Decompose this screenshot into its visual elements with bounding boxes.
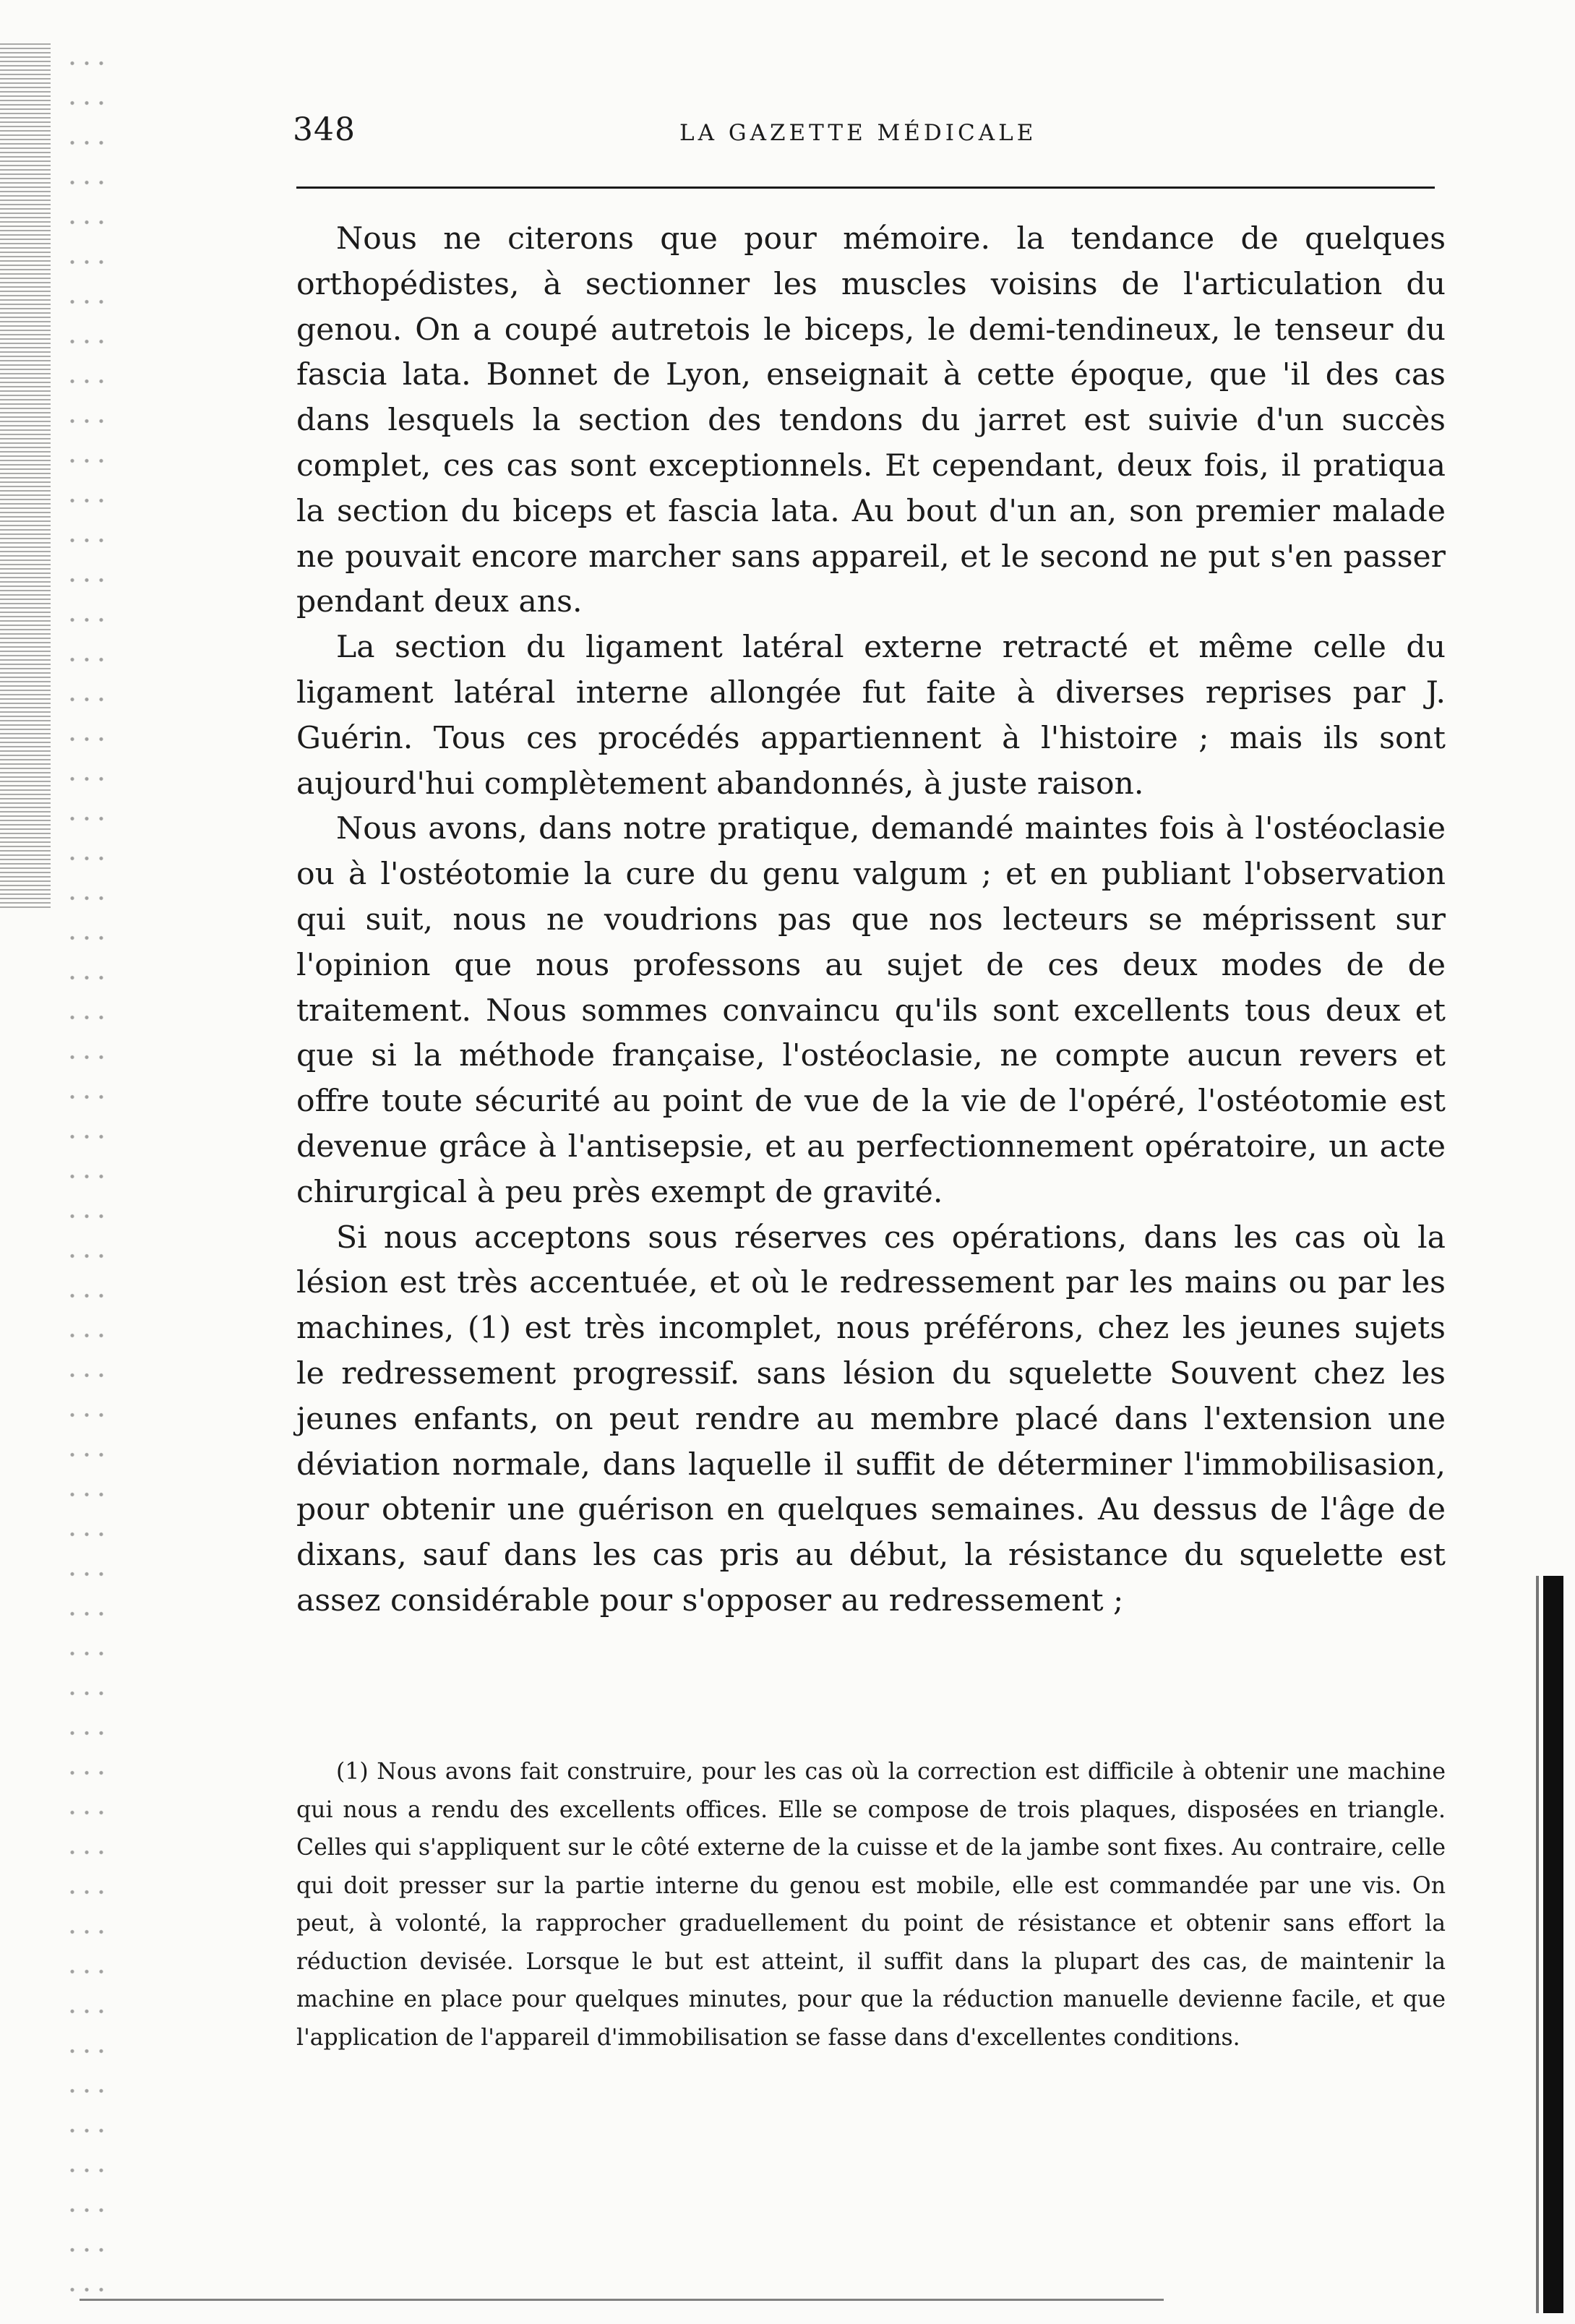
paragraph: Nous avons, dans notre pratique, demandé maintes fois à l'ostéoclasie ou à l'ostéotomie la cure du genu valgum ; et en publiant l'observation qui suit, nous ne voudrions pas que nos lecteurs se méprissent sur l'opinion que nous professons au sujet de ces deux modes de de traitement. Nous sommes convaincu qu'ils sont excellents tous deux et que si la méthode française, l'ostéoclasie, ne compte aucun revers et offre toute sécurité au point de vue de la vie de l'opéré, l'ostéotomie est devenue grâce à l'antisepsie, et au perfectionnement opératoire, un acte chirurgical à peu près exempt de gravité.	[296, 811, 1446, 1210]
running-title: LA GAZETTE MÉDICALE	[679, 120, 1037, 146]
page-header	[286, 108, 1431, 173]
footnote-text: (1) Nous avons fait construire, pour les cas où la correction est difficile à obtenir une machine qui nous a rendu des excellents offices. Elle se compose de trois plaques, disposées en triangle. Celles qui s'appliquent sur le côté externe de la cuisse et de la jambe sont fixes. Au contraire, celle qui doit presser sur la partie interne du genou est mobile, elle est commandée par une vis. On peut, à volonté, la rapprocher graduellement du point de résistance et obtenir sans effort la réduction devisée. Lorsque le but est atteint, il suffit dans la plupart des cas, de maintenir la machine en place pour quelques minutes, pour que la réduction manuelle devienne facile, et que l'application de l'appareil d'immobilisation se fasse dans d'excellentes conditions.	[296, 1759, 1446, 2051]
paragraph: Si nous acceptons sous réserves ces opérations, dans les cas où la lésion est très accentuée, et où le redressement par les mains ou par les machines, (1) est très incomplet, nous préférons, chez les jeunes sujets le redressement progressif. sans lésion du squelette Souvent chez les jeunes enfants, on peut rendre au membre placé dans l'extension une déviation normale, dans laquelle il suffit de déterminer l'immobilisasion, pour obtenir une guérison en quelques semaines. Au dessus de l'âge de dixans, sauf dans les cas pris au début, la résistance du squelette est assez considérable pour s'opposer au redressement ;	[296, 1219, 1446, 1618]
footnote	[296, 1753, 1446, 2057]
binding-artifact	[65, 43, 108, 2306]
page-edge-shadow	[1543, 1576, 1563, 2313]
binding-shadow	[0, 43, 51, 911]
paragraph: La section du ligament latéral externe retracté et même celle du ligament latéral interne allongée fut faite à diverses reprises par J. Guérin. Tous ces procédés appartiennent à l'histoire ; mais ils sont aujourd'hui complètement abandonnés, à juste raison.	[296, 630, 1446, 802]
page-edge-line-right	[1536, 1576, 1539, 2313]
page-number: 348	[293, 111, 356, 148]
header-rule	[296, 186, 1435, 189]
body-text	[296, 217, 1446, 1624]
page-edge-line	[80, 2299, 1164, 2301]
paragraph: Nous ne citerons que pour mémoire. la tendance de quelques orthopédistes, à sectionner les muscles voisins de l'articulation du genou. On a coupé autretois le biceps, le demi-tendineux, le tenseur du fascia lata. Bonnet de Lyon, enseignait à cette époque, que 'il des cas dans lesquels la section des tendons du jarret est suivie d'un succès complet, ces cas sont exceptionnels. Et cependant, deux fois, il pratiqua la section du biceps et fascia lata. Au bout d'un an, son premier malade ne pouvait encore marcher sans appareil, et le second ne put s'en passer pendant deux ans.	[296, 221, 1446, 620]
